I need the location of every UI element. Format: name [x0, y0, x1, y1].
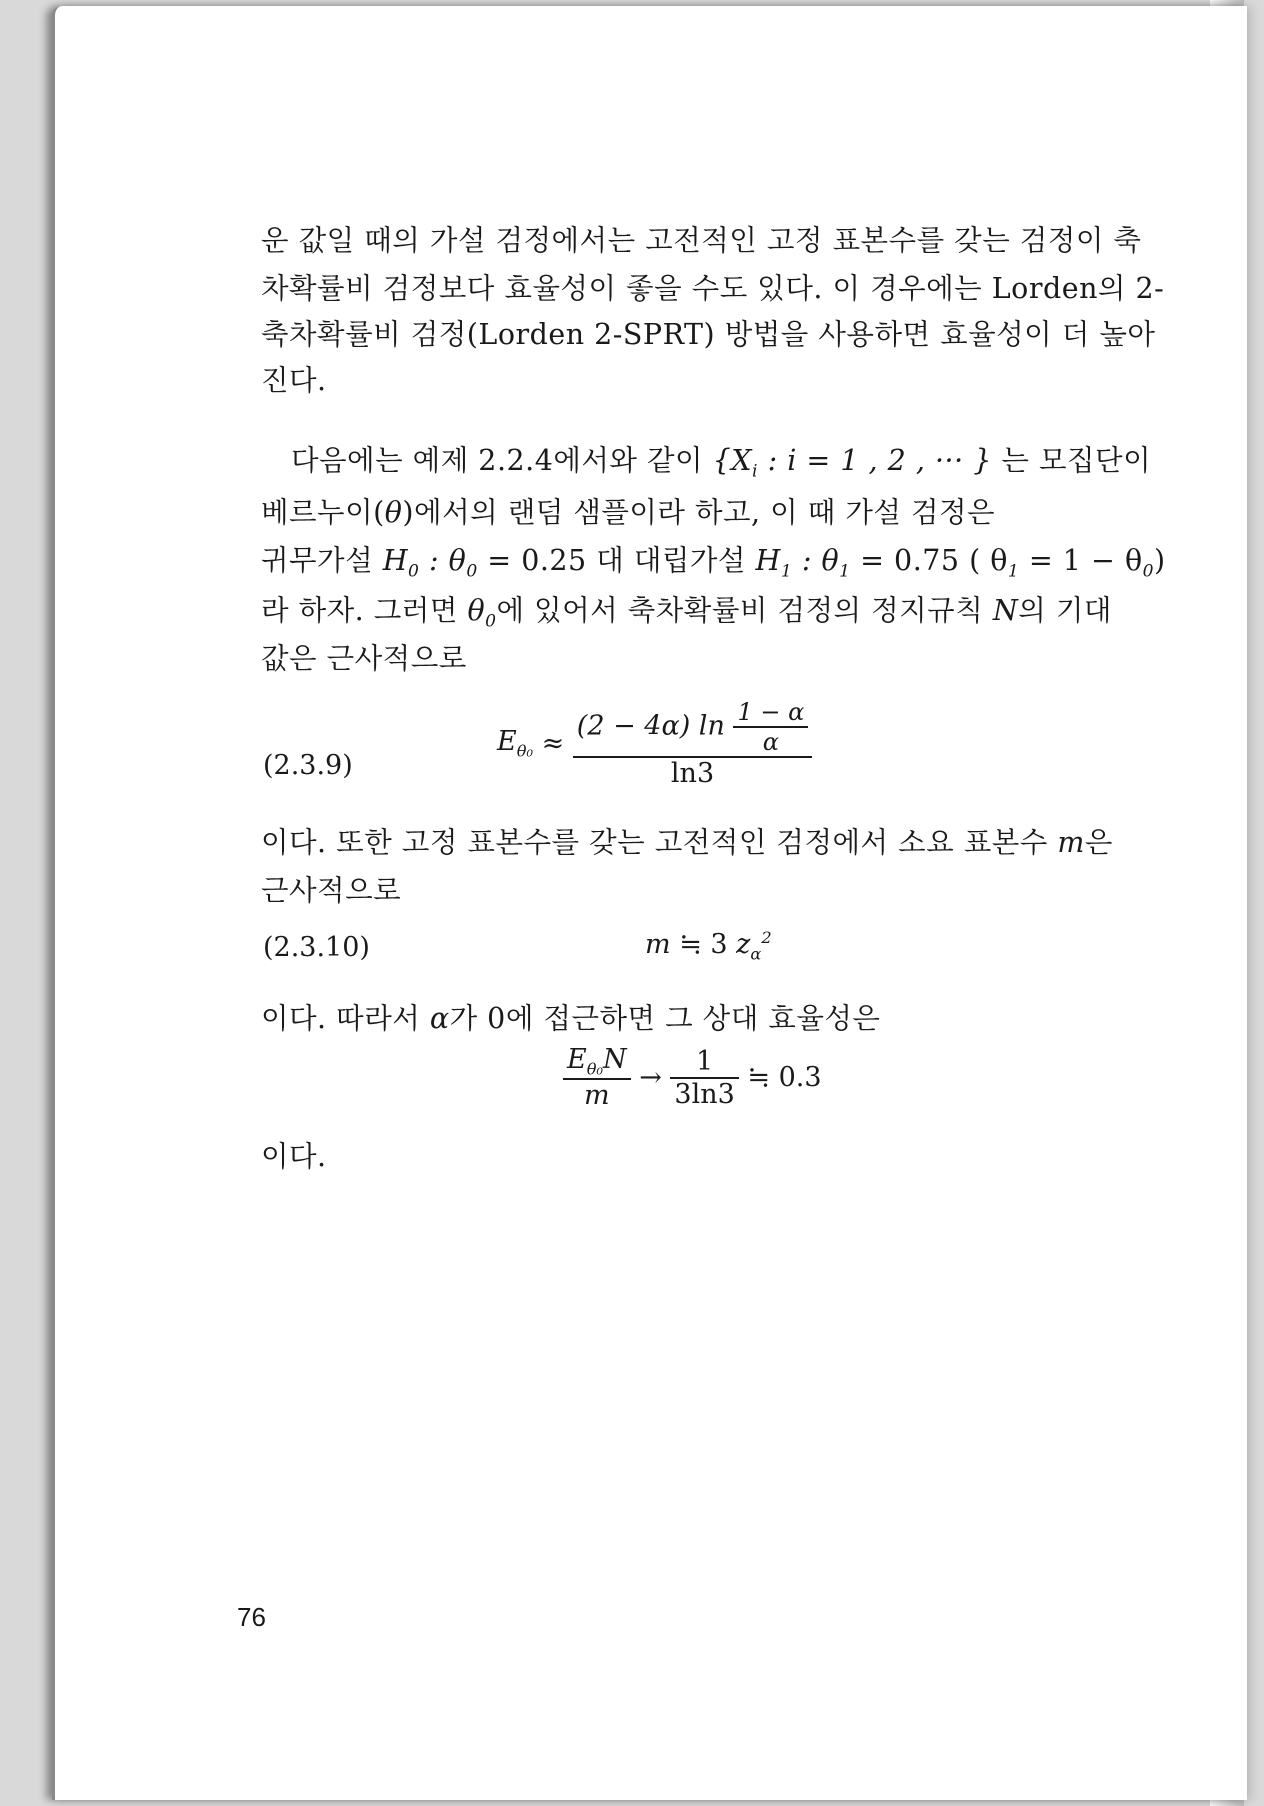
text-run: 이다. 또한 고정 표본수를 갖는 고전적인 검정에서 소요 표본수: [261, 826, 1048, 859]
math-sub: 0: [408, 561, 420, 582]
text-run: )에서의 랜덤 샘플이라 하고, 이 때 가설 검정은: [402, 496, 996, 529]
paragraph-2-line-1: [291, 438, 1151, 482]
paragraph-3-line-2: 근사적으로: [261, 874, 402, 907]
eq-fraction-right: [670, 1046, 738, 1110]
eq-lhs: [497, 726, 533, 761]
math-e: E: [497, 726, 517, 758]
text-run: 은: [1084, 826, 1113, 859]
math-set-open: [712, 444, 992, 482]
eq-numerator: [573, 698, 813, 756]
math-h0: [382, 544, 587, 582]
math-theta: : θ: [792, 544, 840, 577]
math-theta0: [467, 594, 497, 632]
paragraph-4-line-1: [261, 996, 880, 1037]
math-approx: ≈: [541, 728, 565, 759]
text-run: 베르누이(: [261, 496, 385, 529]
math-set-rest: : i = 1 , 2 , ··· }: [758, 444, 992, 477]
math-z: [736, 928, 772, 964]
math-paren: ): [1154, 544, 1166, 577]
math-value: = 0.25: [477, 544, 587, 577]
equation-number-239: (2.3.9): [263, 750, 353, 781]
paragraph-1-line-4: 진다.: [261, 364, 327, 397]
eq-denominator: m: [563, 1078, 631, 1111]
math-e: E: [567, 1044, 587, 1075]
math-m: m: [645, 929, 671, 960]
math-alpha: α: [429, 1002, 450, 1035]
math-sub: i: [752, 461, 759, 482]
text-run: 에 있어서 축차확률비 검정의 정지규칙: [496, 594, 984, 627]
eq-denominator: ln3: [573, 756, 813, 789]
page-number: 76: [237, 1602, 266, 1632]
text-run: 대 대립가설: [596, 544, 746, 577]
paragraph-2-line-4: [261, 588, 1112, 632]
math-theta: : θ: [419, 544, 467, 577]
paragraph-2-line-5: 값은 근사적으로: [261, 642, 467, 675]
math-h1: [755, 544, 1166, 582]
text-run: 의 기대: [1018, 594, 1112, 627]
math-sub: θ₀: [586, 1059, 603, 1079]
eq-fraction: [573, 698, 813, 789]
math-rel: ≒ 3: [670, 929, 737, 960]
closing-line: 이다.: [261, 1140, 327, 1173]
math-z-letter: z: [736, 929, 751, 960]
inner-denominator: α: [733, 726, 808, 756]
math-theta: θ: [384, 496, 403, 529]
paragraph-1-line-3: 축차확률비 검정(Lorden 2-SPRT) 방법을 사용하면 효율성이 더 높아: [261, 318, 1156, 351]
text-run: 라 하자. 그러면: [261, 594, 458, 627]
eq-fraction-left: [563, 1044, 631, 1111]
math-sub: 0: [466, 561, 478, 582]
paragraph-1-line-2: 차확률비 검정보다 효율성이 좋을 수도 있다. 이 경우에는 Lorden의 2-: [261, 272, 1165, 305]
math-sup: 2: [761, 928, 772, 947]
math-approx-value: ≒ 0.3: [747, 1062, 822, 1094]
math-value: = 1 − θ: [1019, 544, 1143, 577]
inner-fraction: [733, 698, 808, 756]
equation-number-2310: (2.3.10): [263, 932, 370, 963]
text-run: 이다. 따라서: [261, 1002, 421, 1035]
eq-numerator: [563, 1044, 631, 1078]
math-sub: 0: [1142, 561, 1154, 582]
inner-numerator: 1 − α: [737, 698, 805, 726]
equation-efficiency: [563, 1044, 822, 1111]
paragraph-2-line-2: [261, 490, 995, 531]
math-m: m: [1057, 826, 1085, 859]
book-page: [52, 6, 1247, 1800]
math-term: (2 − 4α) ln: [576, 710, 725, 742]
eq-denominator: 3ln3: [670, 1077, 738, 1110]
equation-239: [497, 698, 812, 789]
math-sub: 1: [839, 561, 851, 582]
math-sub: 0: [485, 611, 497, 632]
text-run: 귀무가설: [261, 544, 374, 577]
text-run: 다음에는 예제 2.2.4에서와 같이: [291, 444, 704, 477]
math-h: H: [382, 544, 409, 577]
eq-numerator: 1: [696, 1045, 714, 1077]
math-sub: 1: [780, 561, 793, 582]
math-sub: 1: [1007, 561, 1020, 582]
math-n: N: [602, 1044, 627, 1075]
math-n: N: [992, 594, 1019, 627]
equation-2310: [645, 928, 772, 963]
math-x: {X: [712, 444, 753, 477]
math-value: = 0.75 ( θ: [850, 544, 1008, 577]
math-h: H: [755, 544, 781, 577]
paragraph-3-line-1: [261, 820, 1113, 861]
paragraph-2-line-3: [261, 538, 1166, 582]
math-arrow: →: [639, 1062, 662, 1094]
paragraph-1-line-1: 운 값일 때의 가설 검정에서는 고전적인 고정 표본수를 갖는 검정이 축: [261, 224, 1142, 257]
math-theta: θ: [467, 594, 486, 627]
math-sub: θ₀: [516, 741, 533, 761]
text-run: 가 0에 접근하면 그 상대 효율성은: [449, 1002, 881, 1035]
text-run: 는 모집단이: [1001, 444, 1152, 477]
math-sub: α: [750, 944, 762, 964]
